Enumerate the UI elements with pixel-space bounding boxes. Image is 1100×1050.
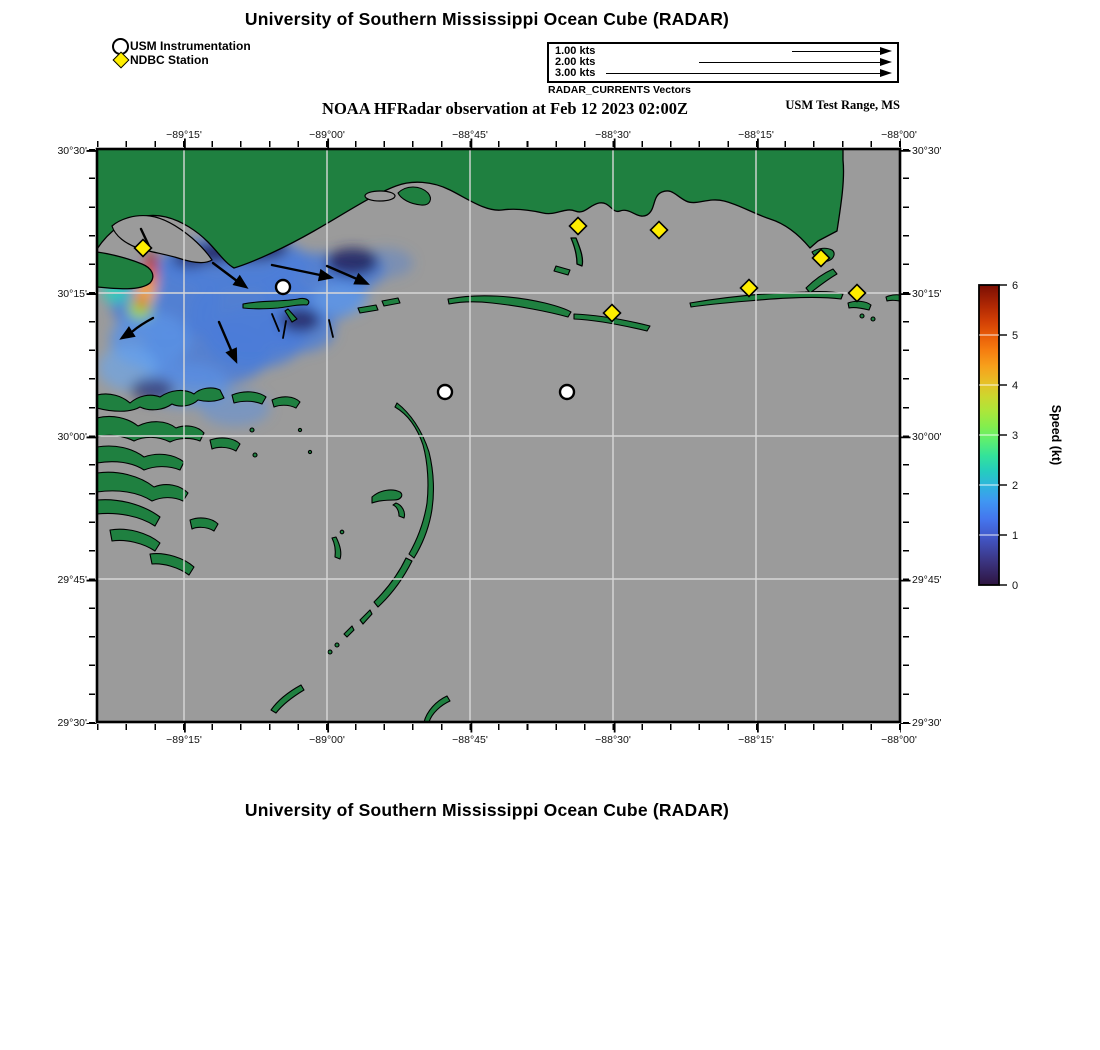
vector-scale-label: 2.00 kts	[555, 56, 596, 68]
svg-text:30°00': 30°00'	[912, 431, 942, 443]
arrow-head-icon	[880, 47, 892, 55]
svg-text:4: 4	[1012, 380, 1019, 392]
svg-text:−89°15': −89°15'	[166, 129, 202, 141]
usm-instrumentation-label: USM Instrumentation	[130, 39, 251, 53]
vector-scale-label: 3.00 kts	[555, 67, 596, 79]
svg-text:−88°00': −88°00'	[881, 129, 917, 141]
svg-text:29°45': 29°45'	[912, 574, 942, 586]
svg-text:3: 3	[1012, 430, 1019, 442]
svg-text:29°45': 29°45'	[57, 574, 87, 586]
svg-text:29°30': 29°30'	[57, 717, 87, 729]
svg-text:−89°00': −89°00'	[309, 129, 345, 141]
arrow-head-icon	[880, 58, 892, 66]
vector-scale-row	[549, 68, 897, 80]
svg-text:−88°30': −88°30'	[595, 734, 631, 746]
svg-text:6: 6	[1012, 280, 1019, 292]
page-title: University of Southern Mississippi Ocean Cube (RADAR)	[244, 9, 730, 29]
x-axis-labels-top	[166, 129, 917, 141]
test-range-label: USM Test Range, MS	[785, 98, 900, 112]
svg-text:2: 2	[1012, 480, 1019, 492]
arrow-head-icon	[880, 69, 892, 77]
svg-text:−88°15': −88°15'	[738, 734, 774, 746]
svg-text:0: 0	[1012, 580, 1019, 592]
svg-text:−88°45': −88°45'	[452, 129, 488, 141]
colorbar	[979, 280, 1063, 592]
ndbc-station-icon	[113, 52, 130, 69]
svg-text:30°15': 30°15'	[57, 288, 87, 300]
svg-text:30°30': 30°30'	[912, 145, 942, 157]
svg-text:−88°30': −88°30'	[595, 129, 631, 141]
svg-text:30°00': 30°00'	[57, 431, 87, 443]
y-axis-labels-right	[912, 145, 942, 729]
vector-scale-line	[792, 51, 880, 53]
vector-scale-line	[699, 62, 880, 64]
vector-scale-line	[606, 73, 880, 75]
svg-text:−88°00': −88°00'	[881, 734, 917, 746]
svg-text:−89°15': −89°15'	[166, 734, 202, 746]
x-axis-labels-bottom	[166, 734, 917, 746]
svg-text:−88°15': −88°15'	[738, 129, 774, 141]
footer-title: University of Southern Mississippi Ocean Cube (RADAR)	[244, 800, 730, 820]
svg-text:5: 5	[1012, 330, 1019, 342]
svg-text:1: 1	[1012, 530, 1019, 542]
svg-text:−88°45': −88°45'	[452, 734, 488, 746]
svg-text:−89°00': −89°00'	[309, 734, 345, 746]
ndbc-station-label: NDBC Station	[130, 53, 209, 67]
svg-text:30°30': 30°30'	[57, 145, 87, 157]
colorbar-tick-labels	[1012, 280, 1018, 592]
vector-scale-legend	[547, 42, 899, 83]
svg-text:30°15': 30°15'	[912, 288, 942, 300]
svg-text:29°30': 29°30'	[912, 717, 942, 729]
colorbar-axis-label: Speed (kt)	[1049, 404, 1063, 466]
vector-legend-caption: RADAR_CURRENTS Vectors	[548, 84, 691, 96]
y-axis-labels-left	[57, 145, 87, 729]
vector-scale-label: 1.00 kts	[555, 45, 596, 57]
map-plot	[40, 118, 1070, 758]
observation-subtitle: NOAA HFRadar observation at Feb 12 2023 02:00Z	[322, 99, 688, 118]
